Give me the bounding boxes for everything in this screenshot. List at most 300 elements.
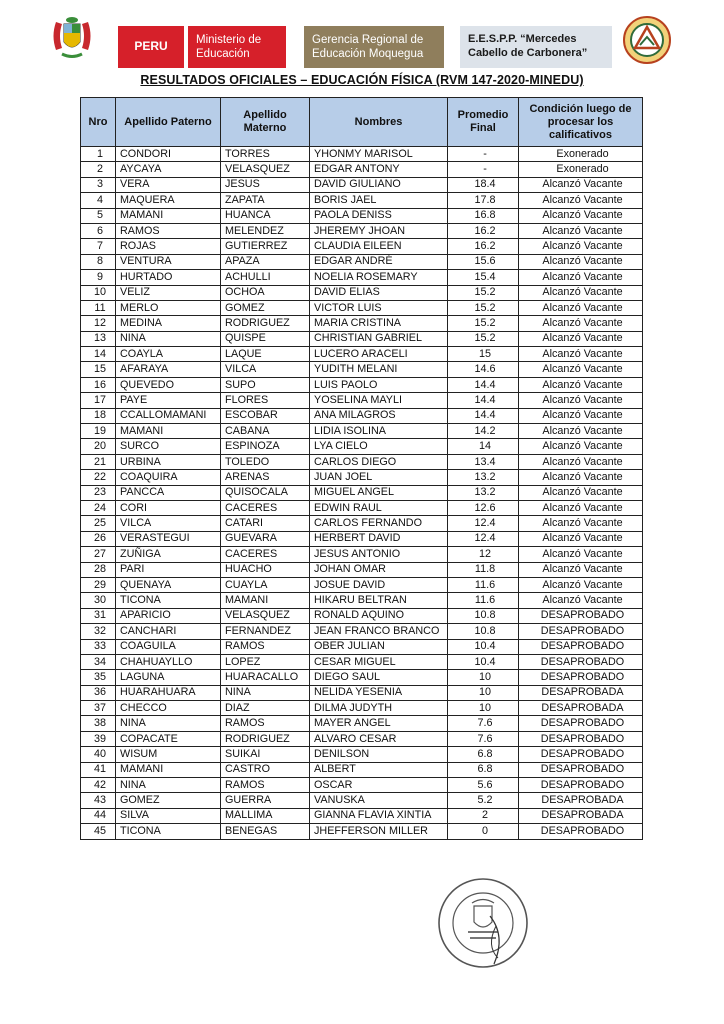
table-row — [81, 685, 643, 700]
column-header-condicion: Condición luego de procesar los calificativos — [519, 98, 643, 147]
regional-line-2: Educación Moquegua — [312, 48, 424, 60]
table-row — [81, 670, 643, 685]
cell-promedio-final: 6.8 — [448, 762, 519, 777]
table-header-row — [81, 98, 643, 147]
cell-nombres: EDGAR ANTONY — [310, 162, 448, 177]
cell-nombres: VICTOR LUIS — [310, 300, 448, 315]
cell-nombres: PAOLA DENISS — [310, 208, 448, 223]
page-title: RESULTADOS OFICIALES – EDUCACIÓN FÍSICA (RVM 147-2020-MINEDU) — [140, 73, 584, 87]
peru-label: PERU — [118, 26, 184, 68]
cell-nombres: DILMA JUDYTH — [310, 701, 448, 716]
column-header-nombres: Nombres — [310, 98, 448, 147]
cell-apellido-paterno: TICONA — [116, 593, 221, 608]
cell-condicion: Alcanzó Vacante — [519, 424, 643, 439]
table-row — [81, 254, 643, 269]
table-row — [81, 193, 643, 208]
cell-nro: 19 — [81, 424, 116, 439]
cell-promedio-final: 16.2 — [448, 223, 519, 238]
cell-apellido-paterno: MAMANI — [116, 762, 221, 777]
cell-apellido-materno: RAMOS — [221, 639, 310, 654]
cell-apellido-paterno: PARI — [116, 562, 221, 577]
table-row — [81, 377, 643, 392]
cell-promedio-final: 13.4 — [448, 454, 519, 469]
cell-condicion: Alcanzó Vacante — [519, 393, 643, 408]
cell-nombres: NELIDA YESENIA — [310, 685, 448, 700]
cell-apellido-paterno: CORI — [116, 500, 221, 515]
cell-condicion: Alcanzó Vacante — [519, 531, 643, 546]
cell-promedio-final: 0 — [448, 824, 519, 839]
cell-nombres: HERBERT DAVID — [310, 531, 448, 546]
cell-nombres: MARIA CRISTINA — [310, 316, 448, 331]
cell-promedio-final: 15.2 — [448, 285, 519, 300]
cell-nombres: EDGAR ANDRÉ — [310, 254, 448, 269]
cell-nombres: DENILSON — [310, 747, 448, 762]
table-row — [81, 393, 643, 408]
table-row — [81, 562, 643, 577]
cell-promedio-final: 14.4 — [448, 393, 519, 408]
cell-apellido-materno: JESUS — [221, 177, 310, 192]
column-header-apellido-paterno: Apellido Paterno — [116, 98, 221, 147]
cell-condicion: DESAPROBADO — [519, 639, 643, 654]
cell-nro: 25 — [81, 516, 116, 531]
cell-nombres: CHRISTIAN GABRIEL — [310, 331, 448, 346]
cell-apellido-materno: CUAYLA — [221, 577, 310, 592]
cell-promedio-final: 13.2 — [448, 485, 519, 500]
cell-nro: 8 — [81, 254, 116, 269]
cell-condicion: Alcanzó Vacante — [519, 223, 643, 238]
cell-apellido-paterno: ZUÑIGA — [116, 547, 221, 562]
cell-nro: 40 — [81, 747, 116, 762]
cell-nro: 37 — [81, 701, 116, 716]
cell-promedio-final: 11.8 — [448, 562, 519, 577]
cell-promedio-final: 10.8 — [448, 608, 519, 623]
cell-apellido-paterno: CCALLOMAMANI — [116, 408, 221, 423]
cell-nombres: VANUSKA — [310, 793, 448, 808]
cell-nro: 21 — [81, 454, 116, 469]
column-header-promedio-final: Promedio Final — [448, 98, 519, 147]
table-row — [81, 223, 643, 238]
cell-nro: 11 — [81, 300, 116, 315]
institute-logo-icon — [622, 15, 672, 65]
cell-nro: 22 — [81, 470, 116, 485]
table-row — [81, 701, 643, 716]
cell-promedio-final: 7.6 — [448, 731, 519, 746]
cell-apellido-paterno: SILVA — [116, 808, 221, 823]
cell-promedio-final: 12.4 — [448, 516, 519, 531]
cell-apellido-materno: MAMANI — [221, 593, 310, 608]
cell-apellido-materno: ZAPATA — [221, 193, 310, 208]
cell-apellido-materno: LAQUE — [221, 347, 310, 362]
regional-line-1: Gerencia Regional de — [312, 34, 424, 46]
cell-apellido-paterno: HURTADO — [116, 270, 221, 285]
cell-apellido-paterno: APARICIO — [116, 608, 221, 623]
cell-condicion: DESAPROBADO — [519, 762, 643, 777]
cell-apellido-paterno: GOMEZ — [116, 793, 221, 808]
cell-promedio-final: 12.4 — [448, 531, 519, 546]
cell-promedio-final: 10.4 — [448, 639, 519, 654]
cell-nro: 33 — [81, 639, 116, 654]
cell-promedio-final: 10 — [448, 685, 519, 700]
cell-apellido-materno: ESCOBAR — [221, 408, 310, 423]
cell-apellido-paterno: CHAHUAYLLO — [116, 654, 221, 669]
cell-nro: 27 — [81, 547, 116, 562]
table-row — [81, 731, 643, 746]
cell-nro: 34 — [81, 654, 116, 669]
cell-nro: 2 — [81, 162, 116, 177]
cell-nro: 13 — [81, 331, 116, 346]
cell-apellido-materno: CASTRO — [221, 762, 310, 777]
cell-apellido-materno: SUPO — [221, 377, 310, 392]
cell-nombres: MAYER ANGEL — [310, 716, 448, 731]
cell-nro: 7 — [81, 239, 116, 254]
cell-nro: 4 — [81, 193, 116, 208]
cell-nro: 43 — [81, 793, 116, 808]
cell-nombres: DAVID ELIAS — [310, 285, 448, 300]
cell-promedio-final: 2 — [448, 808, 519, 823]
cell-apellido-materno: TOLEDO — [221, 454, 310, 469]
cell-nombres: GIANNA FLAVIA XINTIA — [310, 808, 448, 823]
table-row — [81, 408, 643, 423]
cell-promedio-final: 5.6 — [448, 778, 519, 793]
cell-condicion: Alcanzó Vacante — [519, 593, 643, 608]
cell-nro: 35 — [81, 670, 116, 685]
cell-promedio-final: - — [448, 162, 519, 177]
cell-nro: 32 — [81, 624, 116, 639]
table-row — [81, 593, 643, 608]
cell-promedio-final: 13.2 — [448, 470, 519, 485]
cell-nombres: LUCERO ARACELI — [310, 347, 448, 362]
cell-nombres: YOSELINA MAYLI — [310, 393, 448, 408]
cell-nro: 42 — [81, 778, 116, 793]
cell-apellido-materno: ARENAS — [221, 470, 310, 485]
cell-nro: 41 — [81, 762, 116, 777]
cell-nro: 15 — [81, 362, 116, 377]
cell-apellido-paterno: MERLO — [116, 300, 221, 315]
cell-nombres: JEAN FRANCO BRANCO — [310, 624, 448, 639]
cell-nro: 24 — [81, 500, 116, 515]
cell-nro: 6 — [81, 223, 116, 238]
cell-nombres: YUDITH MELANI — [310, 362, 448, 377]
cell-nro: 31 — [81, 608, 116, 623]
cell-apellido-paterno: VERASTEGUI — [116, 531, 221, 546]
cell-apellido-materno: GUEVARA — [221, 531, 310, 546]
cell-promedio-final: 17.8 — [448, 193, 519, 208]
cell-apellido-materno: BENEGAS — [221, 824, 310, 839]
cell-condicion: Alcanzó Vacante — [519, 439, 643, 454]
cell-apellido-paterno: NINA — [116, 331, 221, 346]
cell-apellido-paterno: SURCO — [116, 439, 221, 454]
cell-apellido-materno: CACERES — [221, 547, 310, 562]
cell-promedio-final: 5.2 — [448, 793, 519, 808]
cell-promedio-final: 14.6 — [448, 362, 519, 377]
cell-condicion: Alcanzó Vacante — [519, 408, 643, 423]
cell-apellido-paterno: HUARAHUARA — [116, 685, 221, 700]
cell-nombres: JESUS ANTONIO — [310, 547, 448, 562]
peru-coat-of-arms-icon — [50, 14, 94, 60]
cell-apellido-materno: VELASQUEZ — [221, 162, 310, 177]
cell-apellido-materno: RODRIGUEZ — [221, 316, 310, 331]
cell-nombres: JUAN JOEL — [310, 470, 448, 485]
cell-condicion: Alcanzó Vacante — [519, 577, 643, 592]
table-row — [81, 608, 643, 623]
cell-condicion: Exonerado — [519, 162, 643, 177]
cell-nombres: LUIS PAOLO — [310, 377, 448, 392]
table-row — [81, 362, 643, 377]
cell-apellido-paterno: AYCAYA — [116, 162, 221, 177]
cell-condicion: Alcanzó Vacante — [519, 270, 643, 285]
cell-apellido-materno: SUIKAI — [221, 747, 310, 762]
table-row — [81, 577, 643, 592]
cell-condicion: DESAPROBADA — [519, 701, 643, 716]
cell-apellido-paterno: RAMOS — [116, 223, 221, 238]
table-row — [81, 208, 643, 223]
cell-condicion: Alcanzó Vacante — [519, 485, 643, 500]
table-row — [81, 531, 643, 546]
cell-promedio-final: 16.2 — [448, 239, 519, 254]
cell-apellido-paterno: MAMANI — [116, 424, 221, 439]
cell-nombres: JOSUE DAVID — [310, 577, 448, 592]
cell-promedio-final: 15.6 — [448, 254, 519, 269]
cell-condicion: DESAPROBADO — [519, 670, 643, 685]
table-row — [81, 500, 643, 515]
cell-apellido-materno: FERNANDEZ — [221, 624, 310, 639]
cell-apellido-paterno: MAMANI — [116, 208, 221, 223]
cell-condicion: Alcanzó Vacante — [519, 516, 643, 531]
cell-apellido-materno: HUANCA — [221, 208, 310, 223]
cell-apellido-materno: RODRIGUEZ — [221, 731, 310, 746]
cell-condicion: DESAPROBADO — [519, 731, 643, 746]
cell-apellido-materno: HUACHO — [221, 562, 310, 577]
results-table — [80, 97, 643, 840]
cell-apellido-materno: APAZA — [221, 254, 310, 269]
cell-promedio-final: 10.8 — [448, 624, 519, 639]
cell-nombres: DAVID GIULIANO — [310, 177, 448, 192]
regional-office-label — [304, 26, 444, 68]
cell-apellido-materno: MELENDEZ — [221, 223, 310, 238]
table-row — [81, 177, 643, 192]
cell-condicion: Alcanzó Vacante — [519, 208, 643, 223]
cell-condicion: DESAPROBADO — [519, 608, 643, 623]
cell-condicion: DESAPROBADO — [519, 824, 643, 839]
cell-apellido-materno: DIAZ — [221, 701, 310, 716]
cell-apellido-paterno: COAQUIRA — [116, 470, 221, 485]
table-row — [81, 300, 643, 315]
cell-nro: 36 — [81, 685, 116, 700]
cell-apellido-paterno: ROJAS — [116, 239, 221, 254]
cell-condicion: DESAPROBADA — [519, 808, 643, 823]
cell-nro: 5 — [81, 208, 116, 223]
cell-apellido-paterno: VERA — [116, 177, 221, 192]
cell-apellido-materno: QUISOCALA — [221, 485, 310, 500]
table-row — [81, 716, 643, 731]
cell-promedio-final: 14.4 — [448, 408, 519, 423]
cell-nro: 44 — [81, 808, 116, 823]
cell-condicion: Alcanzó Vacante — [519, 285, 643, 300]
cell-apellido-paterno: CHECCO — [116, 701, 221, 716]
cell-apellido-paterno: AFARAYA — [116, 362, 221, 377]
cell-nro: 29 — [81, 577, 116, 592]
cell-apellido-paterno: URBINA — [116, 454, 221, 469]
table-row — [81, 793, 643, 808]
cell-nro: 12 — [81, 316, 116, 331]
cell-apellido-materno: CABANA — [221, 424, 310, 439]
school-line-2: Cabello de Carbonera” — [468, 47, 588, 59]
school-line-1: E.E.S.P.P. “Mercedes — [468, 33, 577, 45]
cell-condicion: Alcanzó Vacante — [519, 362, 643, 377]
official-seal-stamp-icon — [436, 876, 530, 970]
cell-condicion: Alcanzó Vacante — [519, 454, 643, 469]
cell-nombres: CLAUDIA EILEEN — [310, 239, 448, 254]
cell-apellido-materno: TORRES — [221, 147, 310, 162]
cell-nro: 1 — [81, 147, 116, 162]
cell-nombres: DIEGO SAUL — [310, 670, 448, 685]
cell-promedio-final: 12 — [448, 547, 519, 562]
column-header-nro: Nro — [81, 98, 116, 147]
table-row — [81, 454, 643, 469]
cell-condicion: DESAPROBADO — [519, 747, 643, 762]
cell-promedio-final: 14 — [448, 439, 519, 454]
cell-nombres: MIGUEL ANGEL — [310, 485, 448, 500]
cell-condicion: DESAPROBADO — [519, 778, 643, 793]
cell-condicion: DESAPROBADO — [519, 654, 643, 669]
cell-nombres: BORIS JAEL — [310, 193, 448, 208]
cell-apellido-materno: NINA — [221, 685, 310, 700]
cell-condicion: Alcanzó Vacante — [519, 347, 643, 362]
cell-nro: 3 — [81, 177, 116, 192]
table-row — [81, 639, 643, 654]
school-label — [460, 26, 612, 68]
cell-apellido-paterno: PANCCA — [116, 485, 221, 500]
cell-nro: 10 — [81, 285, 116, 300]
cell-apellido-materno: LOPEZ — [221, 654, 310, 669]
cell-promedio-final: 7.6 — [448, 716, 519, 731]
cell-promedio-final: 15.4 — [448, 270, 519, 285]
cell-apellido-materno: GUERRA — [221, 793, 310, 808]
cell-apellido-paterno: TICONA — [116, 824, 221, 839]
table-row — [81, 762, 643, 777]
table-row — [81, 439, 643, 454]
cell-condicion: DESAPROBADA — [519, 793, 643, 808]
table-row — [81, 778, 643, 793]
cell-nro: 30 — [81, 593, 116, 608]
cell-promedio-final: 15.2 — [448, 300, 519, 315]
table-row — [81, 516, 643, 531]
cell-promedio-final: 14.2 — [448, 424, 519, 439]
cell-nombres: JHEREMY JHOAN — [310, 223, 448, 238]
cell-nro: 23 — [81, 485, 116, 500]
cell-condicion: DESAPROBADO — [519, 624, 643, 639]
table-row — [81, 824, 643, 839]
cell-apellido-materno: HUARACALLO — [221, 670, 310, 685]
cell-apellido-paterno: LAGUNA — [116, 670, 221, 685]
cell-nro: 14 — [81, 347, 116, 362]
ministry-label — [188, 26, 286, 68]
cell-condicion: Alcanzó Vacante — [519, 562, 643, 577]
cell-nro: 26 — [81, 531, 116, 546]
cell-nombres: JOHAN OMAR — [310, 562, 448, 577]
cell-apellido-materno: GOMEZ — [221, 300, 310, 315]
table-row — [81, 239, 643, 254]
cell-nro: 28 — [81, 562, 116, 577]
table-row — [81, 270, 643, 285]
table-row — [81, 470, 643, 485]
cell-nombres: CARLOS DIEGO — [310, 454, 448, 469]
cell-nro: 39 — [81, 731, 116, 746]
table-row — [81, 624, 643, 639]
cell-condicion: Alcanzó Vacante — [519, 193, 643, 208]
table-row — [81, 654, 643, 669]
table-row — [81, 808, 643, 823]
cell-nombres: HIKARU BELTRAN — [310, 593, 448, 608]
cell-apellido-paterno: PAYE — [116, 393, 221, 408]
cell-apellido-materno: CACERES — [221, 500, 310, 515]
table-row — [81, 147, 643, 162]
cell-apellido-materno: MALLIMA — [221, 808, 310, 823]
cell-apellido-paterno: WISUM — [116, 747, 221, 762]
cell-nro: 9 — [81, 270, 116, 285]
cell-condicion: Alcanzó Vacante — [519, 500, 643, 515]
cell-condicion: Alcanzó Vacante — [519, 316, 643, 331]
cell-condicion: DESAPROBADA — [519, 685, 643, 700]
table-row — [81, 285, 643, 300]
cell-apellido-materno: OCHOA — [221, 285, 310, 300]
cell-apellido-paterno: NINA — [116, 716, 221, 731]
cell-apellido-paterno: COAGUILA — [116, 639, 221, 654]
table-row — [81, 347, 643, 362]
cell-apellido-materno: FLORES — [221, 393, 310, 408]
column-header-apellido-materno: Apellido Materno — [221, 98, 310, 147]
cell-promedio-final: 12.6 — [448, 500, 519, 515]
cell-nombres: JHEFFERSON MILLER — [310, 824, 448, 839]
cell-nro: 18 — [81, 408, 116, 423]
cell-promedio-final: - — [448, 147, 519, 162]
cell-apellido-paterno: MEDINA — [116, 316, 221, 331]
cell-apellido-paterno: NINA — [116, 778, 221, 793]
cell-promedio-final: 11.6 — [448, 593, 519, 608]
cell-promedio-final: 18.4 — [448, 177, 519, 192]
cell-apellido-paterno: QUEVEDO — [116, 377, 221, 392]
cell-apellido-materno: RAMOS — [221, 778, 310, 793]
cell-nombres: CARLOS FERNANDO — [310, 516, 448, 531]
cell-condicion: Alcanzó Vacante — [519, 177, 643, 192]
cell-apellido-materno: RAMOS — [221, 716, 310, 731]
cell-nombres: OBER JULIAN — [310, 639, 448, 654]
cell-condicion: Alcanzó Vacante — [519, 547, 643, 562]
cell-apellido-materno: VILCA — [221, 362, 310, 377]
cell-apellido-paterno: CANCHARI — [116, 624, 221, 639]
cell-promedio-final: 16.8 — [448, 208, 519, 223]
cell-condicion: Alcanzó Vacante — [519, 377, 643, 392]
table-row — [81, 485, 643, 500]
cell-condicion: Alcanzó Vacante — [519, 470, 643, 485]
cell-apellido-materno: ESPINOZA — [221, 439, 310, 454]
cell-nro: 45 — [81, 824, 116, 839]
cell-nombres: NOELIA ROSEMARY — [310, 270, 448, 285]
cell-promedio-final: 10.4 — [448, 654, 519, 669]
cell-condicion: Alcanzó Vacante — [519, 239, 643, 254]
cell-promedio-final: 15.2 — [448, 316, 519, 331]
cell-nombres: CESAR MIGUEL — [310, 654, 448, 669]
cell-apellido-paterno: COPACATE — [116, 731, 221, 746]
cell-nombres: ALVARO CESAR — [310, 731, 448, 746]
cell-condicion: Alcanzó Vacante — [519, 254, 643, 269]
cell-nro: 38 — [81, 716, 116, 731]
cell-apellido-paterno: VILCA — [116, 516, 221, 531]
cell-nro: 16 — [81, 377, 116, 392]
cell-promedio-final: 6.8 — [448, 747, 519, 762]
cell-promedio-final: 14.4 — [448, 377, 519, 392]
cell-condicion: Exonerado — [519, 147, 643, 162]
